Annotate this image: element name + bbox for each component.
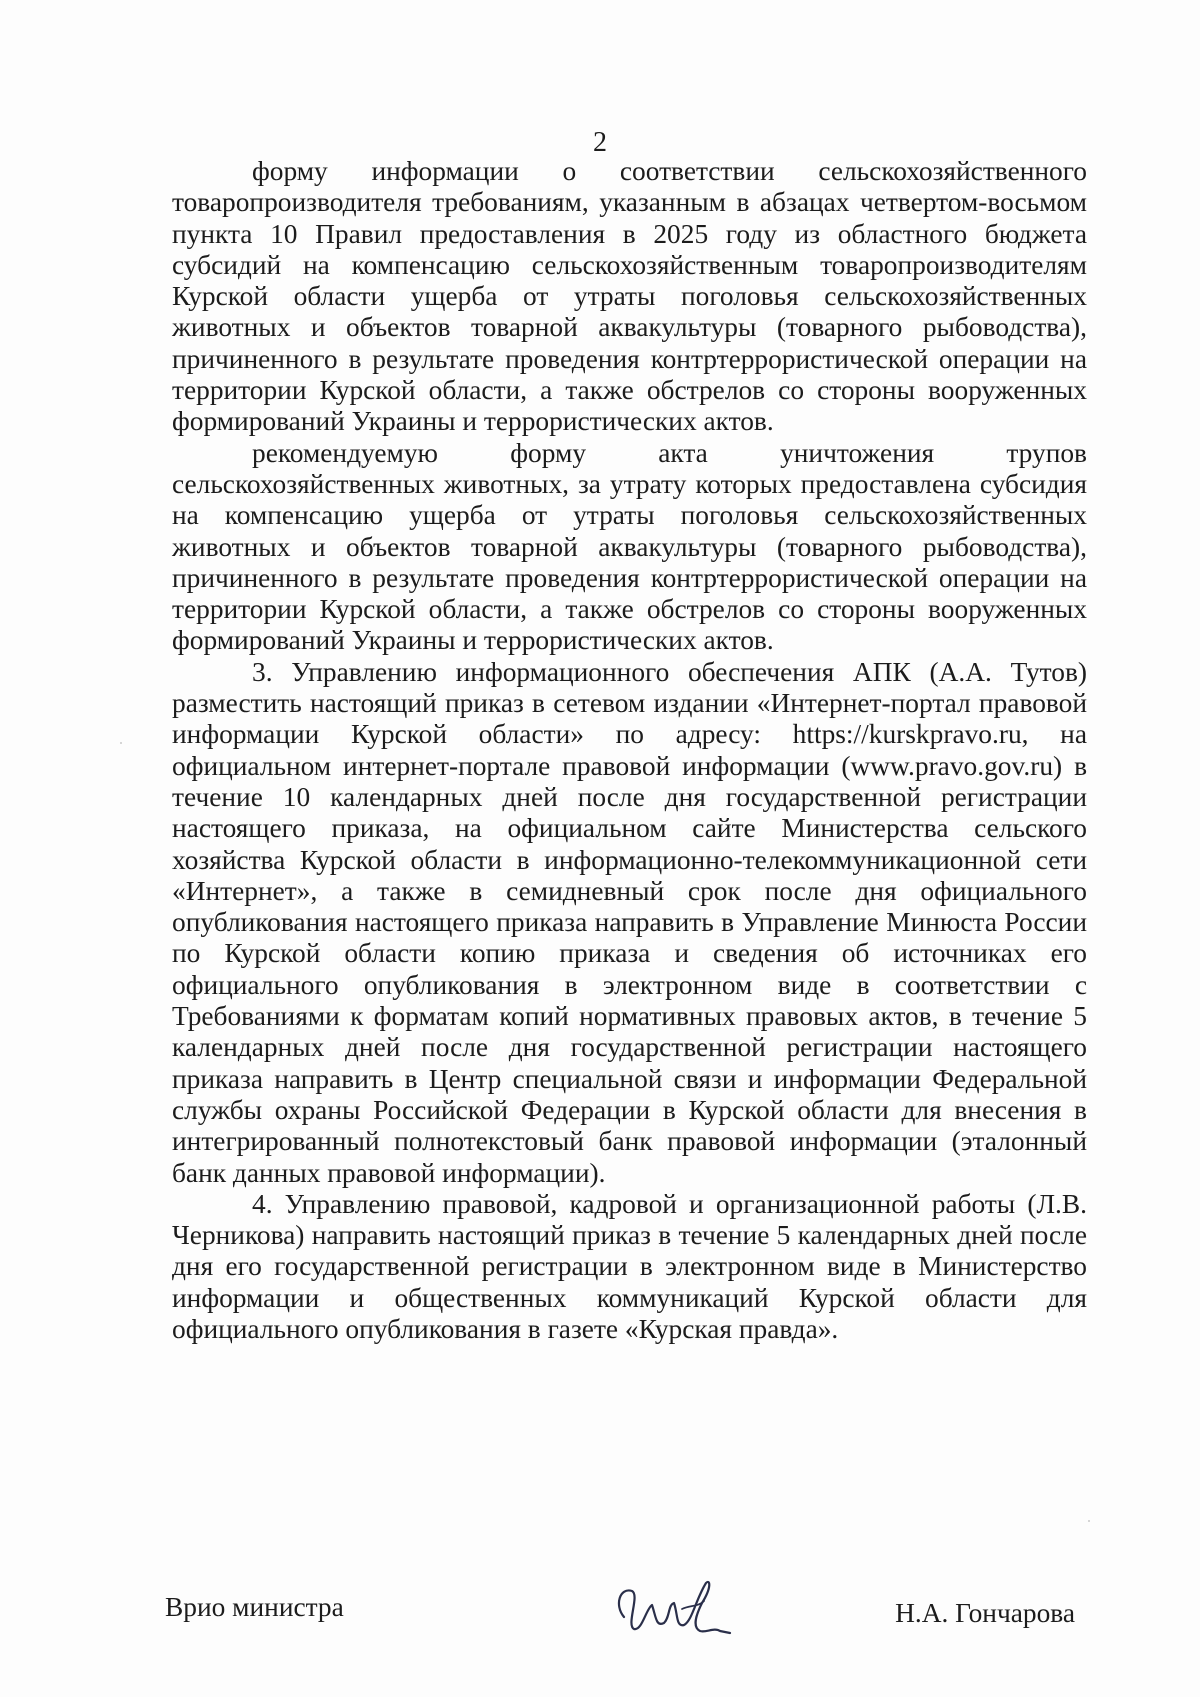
scan-speck [120,742,122,744]
paragraph-item-4: 4. Управлению правовой, кадровой и организационной работы (Л.В. Черникова) направить настоящий приказ в течение 5 календарных дней после дня его государственной регистрации в электронном виде в Министерство информации и общественных коммуникаций Курской области для официального опубликования в газете «Курская правда». [172,1188,1087,1344]
handwritten-signature [612,1565,742,1645]
scan-speck [1088,1520,1090,1522]
page-number: 2 [593,127,607,158]
signatory-role: Врио министра [165,1592,344,1622]
signature-block [0,1565,1200,1645]
paragraph-act-form: рекомендуемую форму акта уничтожения трупов сельскохозяйственных животных, за утрату которых предоставлена субсидия на компенсацию ущерба от утраты поголовья сельскохозяйственных животных и объектов товарной аквакультуры (товарного рыбоводства), причиненного в результате проведения контртеррористической операции на территории Курской области, а также обстрелов со стороны вооруженных формирований Украины и террористических актов. [172,437,1087,656]
document-body [172,156,1087,1345]
signatory-name: Н.А. Гончарова [895,1598,1075,1628]
paragraph-item-3: 3. Управлению информационного обеспечения АПК (А.А. Тутов) разместить настоящий приказ в сетевом издании «Интернет-портал правовой информации Курской области» по адресу: https://kurskpravo.ru, на официальном интернет-портале правовой информации (www.pravo.gov.ru) в течение 10 календарных дней после дня государственной регистрации настоящего приказа, на официальном сайте Министерства сельского хозяйства Курской области в информационно-телекоммуникационной сети «Интернет», а также в семидневный срок после дня официального опубликования настоящего приказа направить в Управление Минюста России по Курской области копию приказа и сведения об источниках его официального опубликования в электронном виде в соответствии с Требованиями к форматам копий нормативных правовых актов, в течение 5 календарных дней после дня государственной регистрации настоящего приказа направить в Центр специальной связи и информации Федеральной службы охраны Российской Федерации в Курской области для внесения в интегрированный полнотекстовый банк правовой информации (эталонный банк данных правовой информации). [172,656,1087,1188]
paragraph-info-form: форму информации о соответствии сельскохозяйственного товаропроизводителя требованиям, указанным в абзацах четвертом-восьмом пункта 10 Правил предоставления в 2025 году из областного бюджета субсидий на компенсацию сельскохозяйственным товаропроизводителям Курской области ущерба от утраты поголовья сельскохозяйственных животных и объектов товарной аквакультуры (товарного рыбоводства), причиненного в результате проведения контртеррористической операции на территории Курской области, а также обстрелов со стороны вооруженных формирований Украины и террористических актов. [172,156,1087,437]
